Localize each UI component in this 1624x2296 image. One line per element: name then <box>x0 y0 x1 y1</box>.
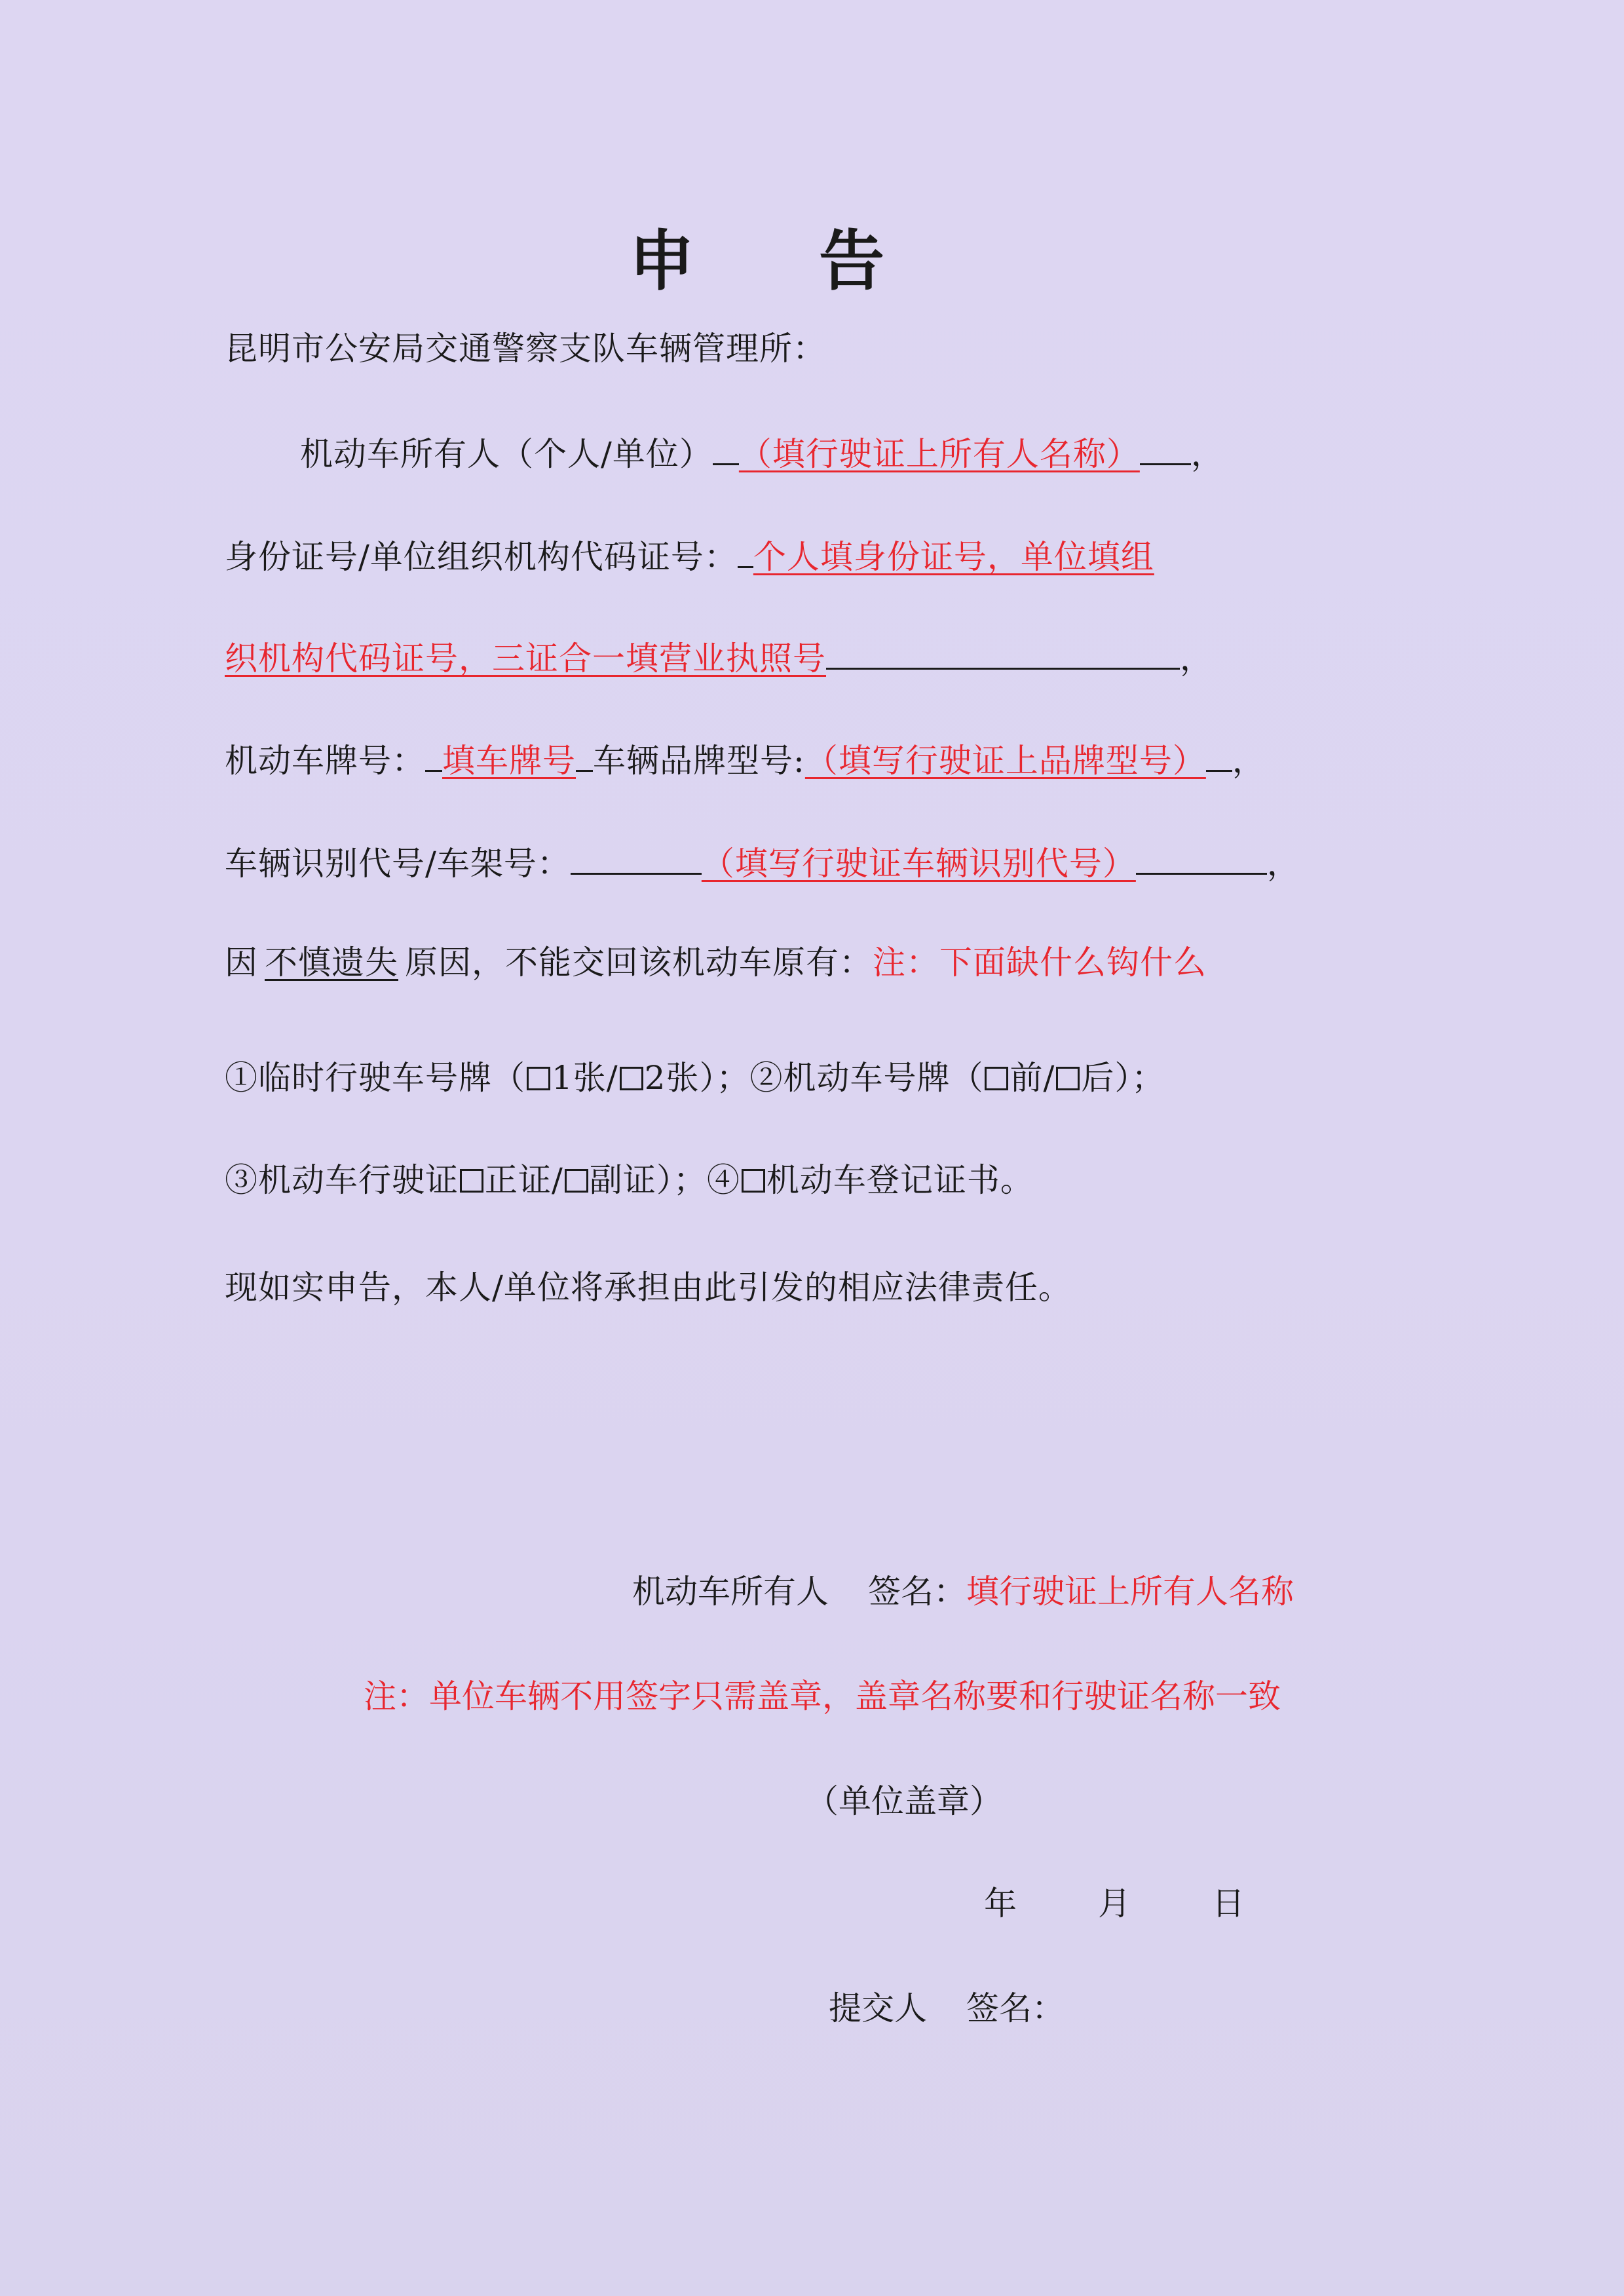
item-license-main-label: 正证/ <box>485 1161 563 1199</box>
vin-value: （填写行驶证车辆识别代号） <box>701 845 1136 883</box>
plate-value: 填车牌号 <box>442 742 576 780</box>
declaration: 现如实申告，本人/单位将承担由此引发的相应法律责任。 <box>225 1269 1072 1307</box>
checkbox-temp-plate-2[interactable] <box>620 1067 643 1090</box>
page-title <box>629 208 884 303</box>
checkbox-registration-cert[interactable] <box>742 1169 765 1193</box>
item-license-copy-label: 副证）；④ <box>589 1161 740 1199</box>
plate-line <box>225 736 1266 782</box>
date-day: 日 <box>1212 1885 1245 1923</box>
id-blank-lead <box>738 532 753 568</box>
submitter-sign-label: 签名： <box>966 1989 1065 2027</box>
title-char-2: 告 <box>819 222 884 299</box>
owner-blank-tail <box>1140 429 1191 465</box>
vin-line <box>225 839 1300 885</box>
owner-blank-lead <box>713 429 739 465</box>
item-plate-front-label: 前/ <box>1010 1059 1055 1097</box>
id-label: 身份证号/单位组织机构代码证号： <box>225 538 738 576</box>
unit-seal: （单位盖章） <box>806 1782 1002 1820</box>
reason-suffix: 原因，不能交回该机动车原有： <box>405 944 873 982</box>
vin-label: 车辆识别代号/车架号： <box>225 845 571 883</box>
item-temp-plate-1-label: 1张/ <box>552 1059 618 1097</box>
plate-label: 机动车牌号： <box>225 742 425 780</box>
owner-label: 机动车所有人（个人/单位） <box>300 435 713 473</box>
vin-blank-tail <box>1136 839 1267 875</box>
owner-sign-label: 签名： <box>868 1573 966 1611</box>
checkbox-plate-front[interactable] <box>985 1067 1008 1090</box>
id-end: ， <box>1180 640 1213 678</box>
owner-sign-value: 填行驶证上所有人名称 <box>966 1573 1294 1611</box>
item-license-label: ③机动车行驶证 <box>225 1161 459 1199</box>
submitter-label: 提交人 <box>829 1989 927 2027</box>
vin-end: ， <box>1266 845 1300 883</box>
reason-note: 注：下面缺什么钩什么 <box>873 944 1207 982</box>
plate-blank-lead <box>425 736 442 772</box>
item-registration-cert-label: 机动车登记证书。 <box>766 1161 1034 1199</box>
plate-end: ， <box>1232 742 1266 780</box>
owner-signature-label: 机动车所有人 <box>632 1573 829 1611</box>
reason-prefix: 因 <box>225 944 258 982</box>
model-blank-tail <box>1206 736 1232 772</box>
reason-value: 不慎遗失 <box>265 944 398 982</box>
id-blank-tail <box>826 634 1180 670</box>
items-line-1 <box>225 1057 1165 1099</box>
owner-end: ， <box>1190 435 1224 473</box>
vin-blank-lead <box>571 839 702 875</box>
checkbox-license-main[interactable] <box>460 1169 483 1193</box>
date-year: 年 <box>984 1885 1017 1923</box>
title-char-1: 申 <box>629 222 694 299</box>
checkbox-plate-rear[interactable] <box>1056 1067 1080 1090</box>
seal-note: 注：单位车辆不用签字只需盖章，盖章名称要和行驶证名称一致 <box>364 1677 1281 1715</box>
model-value: （填写行驶证上品牌型号） <box>804 742 1206 780</box>
plate-blank-tail <box>576 736 593 772</box>
reason-line <box>225 942 1207 984</box>
addressee: 昆明市公安局交通警察支队车辆管理所： <box>225 330 826 368</box>
owner-signature-line <box>632 1571 1294 1613</box>
checkbox-temp-plate-1[interactable] <box>527 1067 550 1090</box>
owner-line <box>300 429 1224 475</box>
id-line-continued <box>225 634 1213 679</box>
id-value-part2: 织机构代码证号，三证合一填营业执照号 <box>225 640 826 678</box>
model-label: 车辆品牌型号: <box>593 742 805 780</box>
id-value-part1: 个人填身份证号，单位填组 <box>753 538 1154 576</box>
checkbox-license-copy[interactable] <box>565 1169 588 1193</box>
date-month: 月 <box>1098 1885 1131 1923</box>
items-line-2 <box>225 1159 1034 1201</box>
item-plate-label: 2张）；②机动车号牌（ <box>644 1059 984 1097</box>
item-temp-plate-label: ①临时行驶车号牌（ <box>225 1059 525 1097</box>
owner-value: （填行驶证上所有人名称） <box>738 435 1140 473</box>
item-plate-rear-label: 后）； <box>1081 1059 1165 1097</box>
date-line <box>984 1883 1245 1924</box>
id-line <box>225 532 1154 578</box>
submitter-signature-line <box>829 1987 1065 2029</box>
